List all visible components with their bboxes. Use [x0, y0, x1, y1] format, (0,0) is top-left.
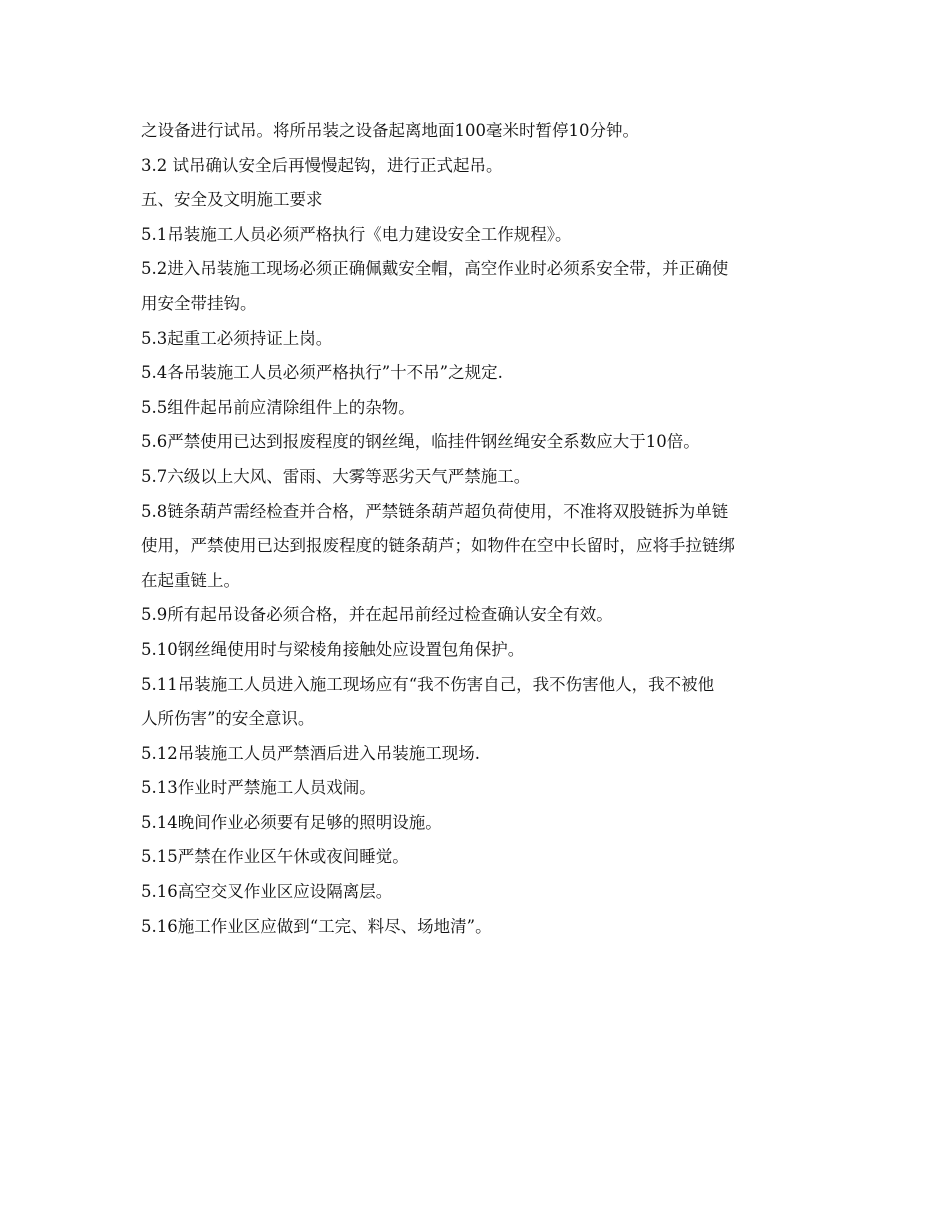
- text-line: 5.4各吊装施工人员必须严格执行”十不吊”之规定.: [141, 363, 503, 383]
- text-line: 3.2 试吊确认安全后再慢慢起钩，进行正式起吊。: [141, 155, 503, 175]
- text-line: 5.11吊装施工人员进入施工现场应有“我不伤害自己，我不伤害他人，我不被他: [141, 674, 715, 694]
- text-line: 5.12吊装施工人员严禁酒后进入吊装施工现场.: [141, 743, 480, 763]
- text-line: 5.6严禁使用已达到报废程度的钢丝绳，临挂件钢丝绳安全系数应大于10倍。: [141, 432, 700, 452]
- text-line: 5.7六级以上大风、雷雨、大雾等恶劣天气严禁施工。: [141, 466, 531, 486]
- section-heading: 五、安全及文明施工要求: [141, 190, 323, 210]
- text-line: 5.14晚间作业必须要有足够的照明设施。: [141, 812, 442, 832]
- text-line: 在起重链上。: [141, 570, 240, 590]
- text-line: 5.8链条葫芦需经检查并合格，严禁链条葫芦超负荷使用，不准将双股链拆为单链: [141, 501, 729, 521]
- document-body: [141, 114, 821, 944]
- text-line: 5.3起重工必须持证上岗。: [141, 328, 333, 348]
- text-line: 用安全带挂钩。: [141, 293, 257, 313]
- text-line: 之设备进行试吊。将所吊装之设备起离地面100毫米时暂停10分钟。: [141, 121, 639, 140]
- text-line: 5.15严禁在作业区午休或夜间睡觉。: [141, 847, 409, 867]
- text-line: 5.1吊装施工人员必须严格执行《电力建设安全工作规程》。: [141, 224, 572, 244]
- text-line: 5.16施工作业区应做到“工完、料尽、场地清”。: [141, 916, 492, 936]
- text-line: 5.16高空交叉作业区应设隔离层。: [141, 882, 393, 902]
- text-line: 使用，严禁使用已达到报废程度的链条葫芦；如物件在空中长留时，应将手拉链绑: [141, 536, 735, 556]
- text-line: 5.13作业时严禁施工人员戏闹。: [141, 778, 376, 798]
- text-line: 5.10钢丝绳使用时与梁棱角接触处应设置包角保护。: [141, 639, 525, 659]
- text-line: 5.2进入吊装施工现场必须正确佩戴安全帽，高空作业时必须系安全带，并正确使: [141, 259, 729, 279]
- text-line: 5.9所有起吊设备必须合格，并在起吊前经过检查确认安全有效。: [141, 605, 613, 625]
- text-line: 5.5组件起吊前应清除组件上的杂物。: [141, 397, 415, 417]
- text-line: 人所伤害”的安全意识。: [141, 709, 315, 729]
